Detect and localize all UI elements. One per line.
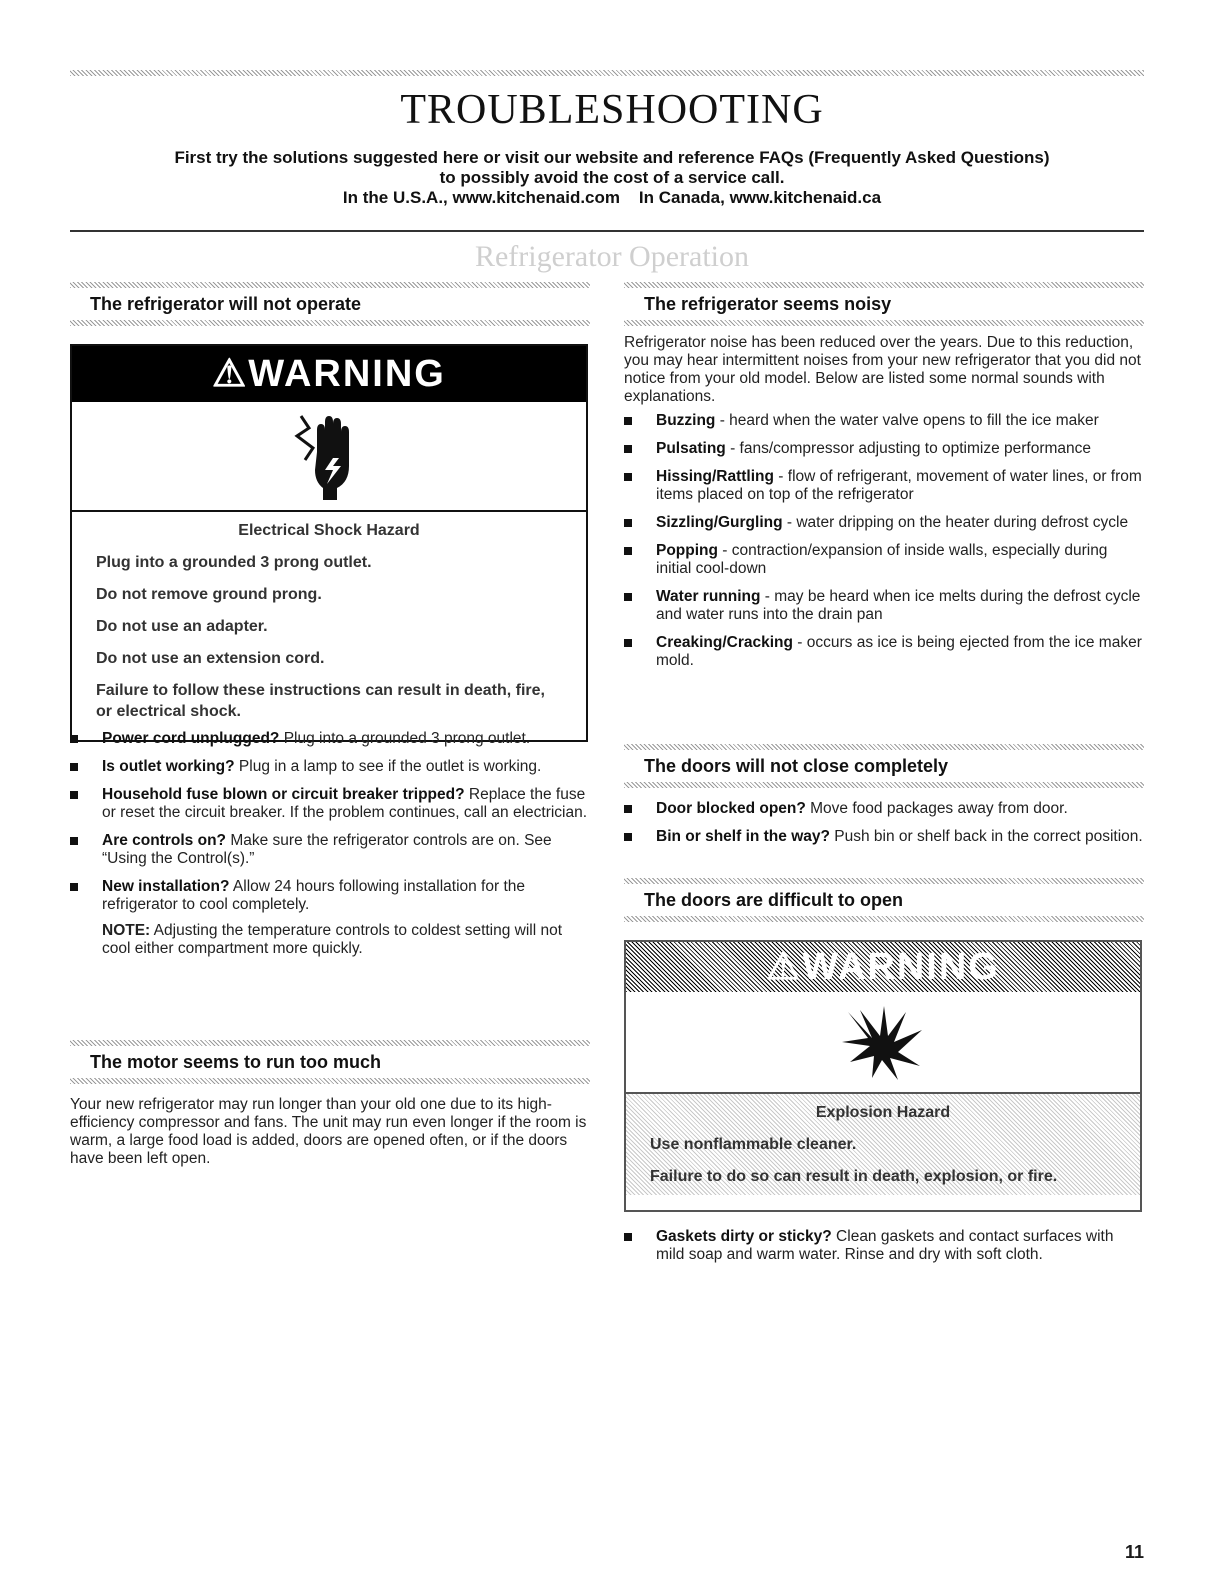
list-item: Water running - may be heard when ice melts during the defrost cycle and water runs into the drain pan [624, 588, 1144, 624]
warning-line: Do not remove ground prong. [96, 586, 322, 603]
explosion-warning-body [626, 1094, 1140, 1195]
list-item: Bin or shelf in the way? Push bin or shelf back in the correct position. [624, 828, 1144, 846]
warning-line: Do not use an extension cord. [96, 650, 325, 667]
warning-triangle-icon: ⚠ [766, 946, 803, 988]
doors-open-header [624, 878, 1144, 922]
note [70, 922, 590, 958]
warning-triangle-icon: ⚠ [212, 353, 249, 395]
noisy-section [624, 282, 1144, 680]
doors-close-heading: The doors will not close completely [644, 756, 949, 776]
warning-label: WARNING [248, 353, 446, 395]
list-item: Hissing/Rattling - flow of refrigerant, movement of water lines, or from items placed on top of the refrigerator [624, 468, 1144, 504]
page-title: TROUBLESHOOTING [400, 87, 824, 133]
warning-line: Failure to do so can result in death, explosion, or fire. [650, 1168, 1058, 1185]
motor-section [70, 1040, 590, 1168]
explosion-hazard-title: Explosion Hazard [815, 1104, 951, 1121]
list-item: Creaking/Cracking - occurs as ice is being ejected from the ice maker mold. [624, 634, 1144, 670]
explosion-icon-area [626, 992, 1140, 1094]
intro-line-1: First try the solutions suggested here or visit our website and reference FAQs (Frequently Asked Questions) [174, 148, 1050, 167]
electrical-warning-box [70, 344, 588, 742]
doors-open-section [624, 878, 1144, 934]
top-stripe [70, 70, 1144, 76]
left-column [70, 282, 590, 338]
warning-line: Use nonflammable cleaner. [650, 1136, 857, 1153]
list-item: Are controls on? Make sure the refrigerator controls are on. See “Using the Control(s).” [70, 832, 590, 868]
doors-close-header [624, 744, 1144, 788]
not-operate-heading: The refrigerator will not operate [90, 294, 362, 314]
section-title: Refrigerator Operation [474, 240, 750, 273]
motor-heading: The motor seems to run too much [90, 1052, 382, 1072]
explosion-icon [838, 1002, 928, 1082]
list-item: Popping - contraction/expansion of inside walls, especially during initial cool-down [624, 542, 1144, 578]
list-item: Door blocked open? Move food packages away from door. [624, 800, 1144, 818]
warning-line: Failure to follow these instructions can result in death, fire, or electrical shock. [96, 682, 545, 720]
note-text: Adjusting the temperature controls to coldest setting will not cool either compartment more quickly. [102, 922, 563, 957]
noisy-intro: Refrigerator noise has been reduced over the years. Due to this reduction, you may hear intermittent noises from your new refrigerator that you did not notice from your old model. Below are listed some normal sounds with explanations. [624, 334, 1141, 405]
intro-text [0, 148, 1224, 208]
list-item: New installation? Allow 24 hours following installation for the refrigerator to cool completely. [70, 878, 590, 914]
not-operate-header [70, 282, 590, 326]
header-rule [70, 230, 1144, 232]
list-item: Is outlet working? Plug in a lamp to see if the outlet is working. [70, 758, 590, 776]
doors-open-heading: The doors are difficult to open [644, 890, 904, 910]
warning-label: WARNING [802, 946, 1000, 988]
warning-line: Do not use an adapter. [96, 618, 268, 635]
electrical-icon-area [72, 402, 586, 512]
note-label: NOTE: [102, 922, 151, 939]
list-item: Buzzing - heard when the water valve opens to fill the ice maker [624, 412, 1144, 430]
noisy-heading: The refrigerator seems noisy [644, 294, 892, 314]
electrical-hazard-title: Electrical Shock Hazard [238, 522, 420, 539]
list-item: Sizzling/Gurgling - water dripping on the heater during defrost cycle [624, 514, 1144, 532]
explosion-warning-box [624, 940, 1142, 1212]
motor-text: Your new refrigerator may run longer than your old one due to its high-efficiency compressor and fans. The unit may run even longer if the room is warm, a large food load is added, doors are opened often, or if the doors have been left open. [70, 1096, 587, 1167]
motor-header [70, 1040, 590, 1084]
noisy-header [624, 282, 1144, 326]
list-item: Power cord unplugged? Plug into a grounded 3 prong outlet. [70, 730, 590, 748]
list-item: Household fuse blown or circuit breaker tripped? Replace the fuse or reset the circuit breaker. If the problem continues, call an electrician. [70, 786, 590, 822]
page-number: 11 [1124, 1542, 1144, 1562]
list-item: Pulsating - fans/compressor adjusting to optimize performance [624, 440, 1144, 458]
warning-line: Plug into a grounded 3 prong outlet. [96, 554, 372, 571]
list-item: Gaskets dirty or sticky? Clean gaskets and contact surfaces with mild soap and warm water. Rinse and dry with soft cloth. [624, 1228, 1144, 1264]
gaskets-list [624, 1228, 1144, 1274]
warning-header [626, 942, 1140, 992]
doors-close-section [624, 744, 1144, 856]
electrical-shock-icon [289, 408, 369, 504]
not-operate-list [70, 730, 590, 958]
warning-header [72, 346, 586, 402]
electrical-warning-body [72, 512, 586, 743]
intro-line-2: to possibly avoid the cost of a service call. [439, 168, 785, 187]
intro-line-3: In the U.S.A., www.kitchenaid.com In Canada, www.kitchenaid.ca [342, 188, 882, 207]
